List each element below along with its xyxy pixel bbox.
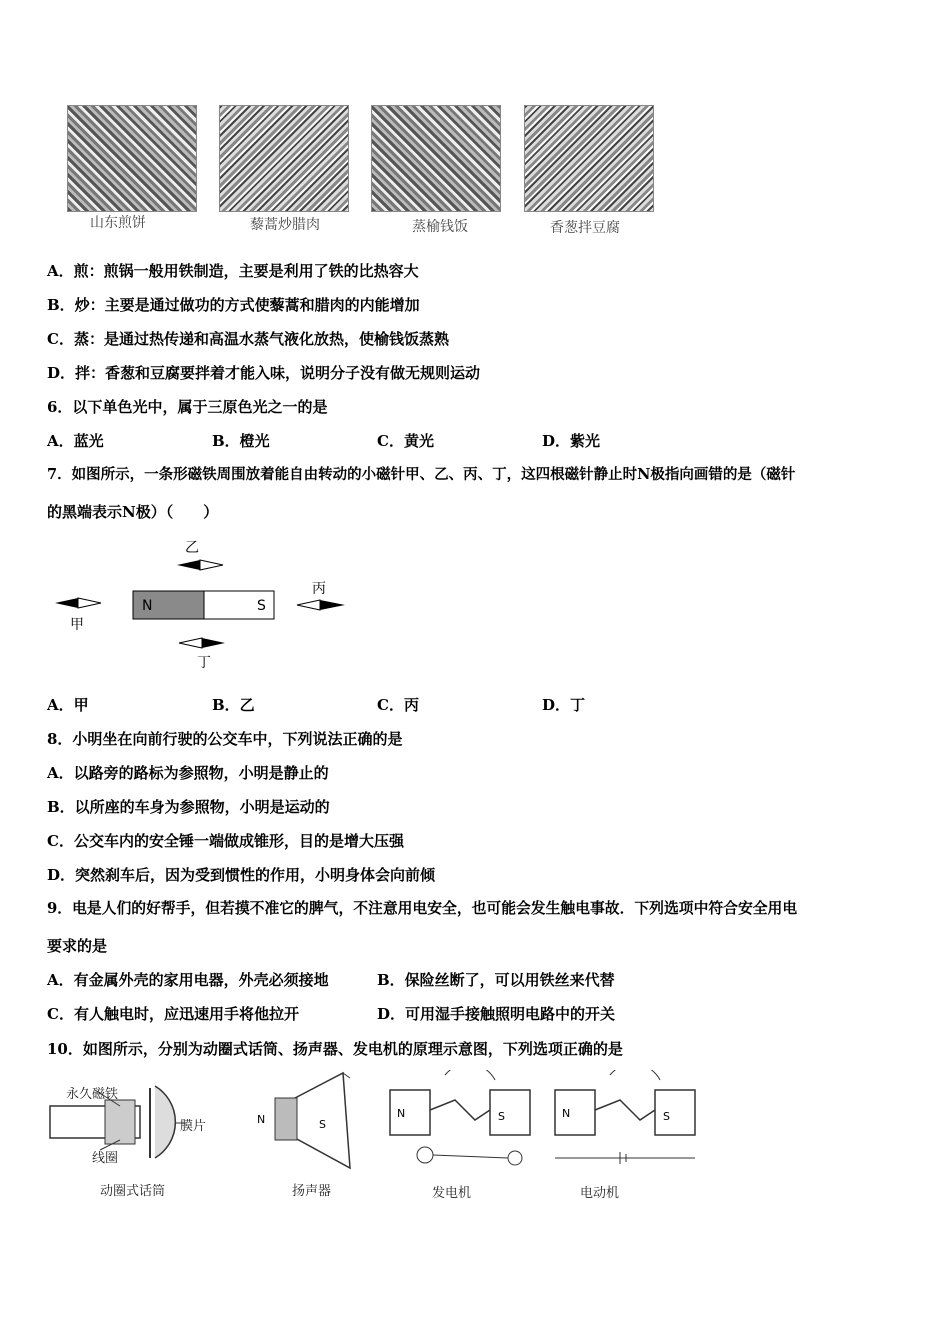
q5-option-b: B．炒：主要是通过做功的方式使藜蒿和腊肉的内能增加 [47, 296, 420, 314]
q9-option-c: C．有人触电时，应迅速用手将他拉开 [47, 1005, 299, 1023]
caption-speaker: 扬声器 [292, 1184, 332, 1199]
q5-option-d: D．拌：香葱和豆腐要拌着才能入味，说明分子没有做无规则运动 [47, 364, 481, 382]
q9-option-b: B．保险丝断了，可以用铁丝来代替 [377, 971, 615, 989]
speaker-figure [255, 1068, 365, 1178]
magnet-n-label: N [142, 598, 153, 614]
generator-s-label: S [498, 1110, 505, 1123]
q6-option-a: A．蓝光 [47, 432, 104, 450]
q7-option-d: D．丁 [542, 696, 586, 714]
needle-yi-label: 乙 [185, 540, 199, 556]
generator-figure [385, 1070, 545, 1175]
needle-bing [297, 600, 345, 610]
needle-yi [177, 560, 223, 570]
q8-option-d: D．突然刹车后，因为受到惯性的作用，小明身体会向前倾 [47, 866, 436, 884]
q6-stem: 6．以下单色光中，属于三原色光之一的是 [47, 398, 328, 416]
needle-ding-label: 丁 [197, 655, 211, 671]
photo-chaolarou [219, 105, 349, 212]
needle-jia [55, 598, 101, 608]
q8-option-a: A．以路旁的路标为参照物，小明是静止的 [47, 764, 329, 782]
caption-generator: 发电机 [432, 1186, 472, 1201]
photo-caption-4: 香葱拌豆腐 [550, 220, 620, 236]
q5-option-c: C．蒸：是通过热传递和高温水蒸气液化放热，使榆钱饭蒸熟 [47, 330, 449, 348]
photo-bandoufu [524, 105, 654, 212]
q6-option-d: D．紫光 [542, 432, 601, 450]
needle-bing-label: 丙 [312, 581, 326, 597]
q8-option-b: B．以所座的车身为参照物，小明是运动的 [47, 798, 330, 816]
q7-stem-line2: 的黑端表示N极）（ ） [47, 503, 219, 521]
photo-caption-1: 山东煎饼 [90, 215, 146, 231]
q9-stem-line2: 要求的是 [47, 937, 108, 955]
q7-option-a: A．甲 [47, 696, 89, 714]
magnet-s-label: S [257, 598, 266, 614]
mic-magnet-label: 永久磁铁 [66, 1087, 119, 1102]
photo-yuqianfan [371, 105, 501, 212]
caption-microphone: 动圈式话筒 [100, 1184, 166, 1199]
motor-s-label: S [663, 1110, 670, 1123]
q9-option-a: A．有金属外壳的家用电器，外壳必须接地 [47, 971, 329, 989]
needle-jia-label: 甲 [70, 617, 84, 633]
q8-stem: 8．小明坐在向前行驶的公交车中，下列说法正确的是 [47, 730, 403, 748]
q7-stem-line1: 7．如图所示，一条形磁铁周围放着能自由转动的小磁针甲、乙、丙、丁，这四根磁针静止时N极指向画错的是（磁针 [47, 466, 796, 483]
motor-n-label: N [562, 1107, 571, 1120]
motor-figure [550, 1070, 710, 1175]
q5-option-a: A．煎：煎锅一般用铁制造，主要是利用了铁的比热容大 [47, 262, 419, 280]
q8-option-c: C．公交车内的安全锤一端做成锥形，目的是增大压强 [47, 832, 404, 850]
generator-n-label: N [397, 1107, 406, 1120]
q6-option-b: B．橙光 [212, 432, 270, 450]
q7-magnet-figure [45, 535, 365, 675]
q10-stem: 10．如图所示，分别为动圈式话筒、扬声器、发电机的原理示意图，下列选项正确的是 [47, 1040, 623, 1058]
needle-ding [179, 638, 225, 648]
q6-option-c: C．黄光 [377, 432, 434, 450]
mic-coil-label: 线圈 [92, 1151, 119, 1166]
q9-stem-line1: 9．电是人们的好帮手，但若摸不准它的脾气，不注意用电安全，也可能会发生触电事故．下列选项中符合安全用电 [47, 900, 798, 917]
caption-motor: 电动机 [580, 1186, 620, 1201]
q7-option-b: B．乙 [212, 696, 255, 714]
speaker-n-label: N [257, 1113, 266, 1126]
q9-option-d: D．可用湿手接触照明电路中的开关 [377, 1005, 616, 1023]
photo-caption-2: 藜蒿炒腊肉 [250, 217, 320, 233]
q7-option-c: C．丙 [377, 696, 419, 714]
photo-jianbing [67, 105, 197, 212]
mic-diaphragm-label: 膜片 [180, 1119, 207, 1134]
photo-caption-3: 蒸榆钱饭 [412, 219, 468, 235]
speaker-s-label: S [319, 1118, 326, 1131]
